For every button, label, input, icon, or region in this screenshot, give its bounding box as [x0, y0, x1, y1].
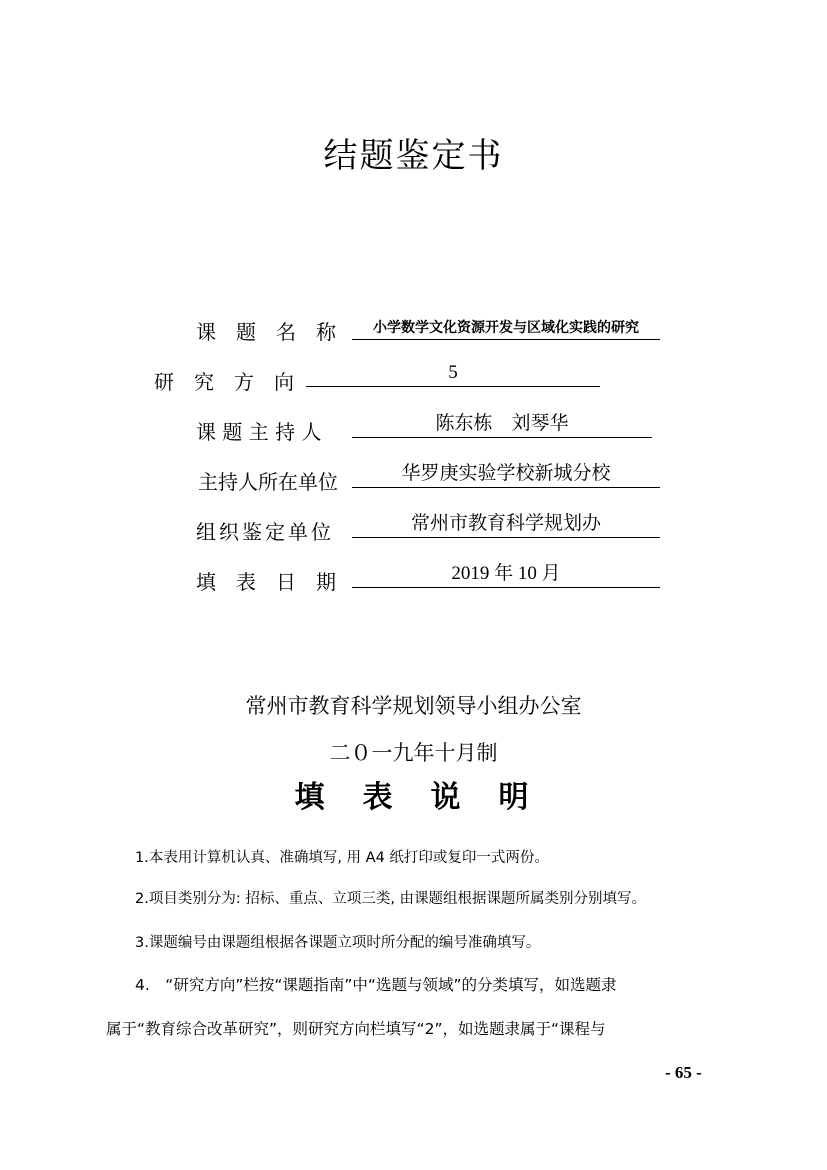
field-label-research-direction: 研 究 方 向: [154, 370, 294, 394]
instructions-heading: 填 表 说 明: [294, 780, 533, 815]
field-label-project-host: 课 题 主 持 人: [196, 420, 322, 444]
issue-date: 二０一九年十月制: [329, 741, 498, 765]
instruction-item: 4. “研究方向”栏按“课题指南”中“选题与领域”的分类填写，如选题隶: [135, 976, 617, 994]
instruction-item: 2.项目类别分为: 招标、重点、立项三类, 由课题组根据课题所属类别分别填写。: [135, 891, 647, 907]
field-label-appraisal-organization: 组织鉴定单位: [196, 520, 334, 544]
field-value-project-name: 小学数学文化资源开发与区域化实践的研究: [352, 312, 660, 340]
field-value-fill-date: 2019 年 10 月: [352, 560, 660, 588]
instruction-item: 1.本表用计算机认真、准确填写, 用 A4 纸打印或复印一式两份。: [135, 850, 549, 866]
field-value-research-direction: 5: [306, 359, 600, 387]
field-label-fill-date: 填 表 日 期: [196, 570, 336, 594]
page-number: - 65 -: [665, 1063, 702, 1082]
document-title: 结题鉴定书: [323, 136, 504, 176]
issuer-name: 常州市教育科学规划领导小组办公室: [245, 694, 582, 718]
field-value-host-organization: 华罗庚实验学校新城分校: [352, 460, 660, 488]
field-label-project-name: 课 题 名 称: [196, 320, 336, 344]
instruction-item: 属于“教育综合改革研究”，则研究方向栏填写“2”，如选题隶属于“课程与: [106, 1020, 606, 1038]
field-value-appraisal-organization: 常州市教育科学规划办: [352, 510, 660, 538]
instruction-item: 3.课题编号由课题组根据各课题立项时所分配的编号准确填写。: [135, 935, 541, 951]
field-value-project-host: 陈东栋 刘琴华: [352, 410, 652, 438]
field-label-host-organization: 主持人所在单位: [198, 470, 338, 494]
